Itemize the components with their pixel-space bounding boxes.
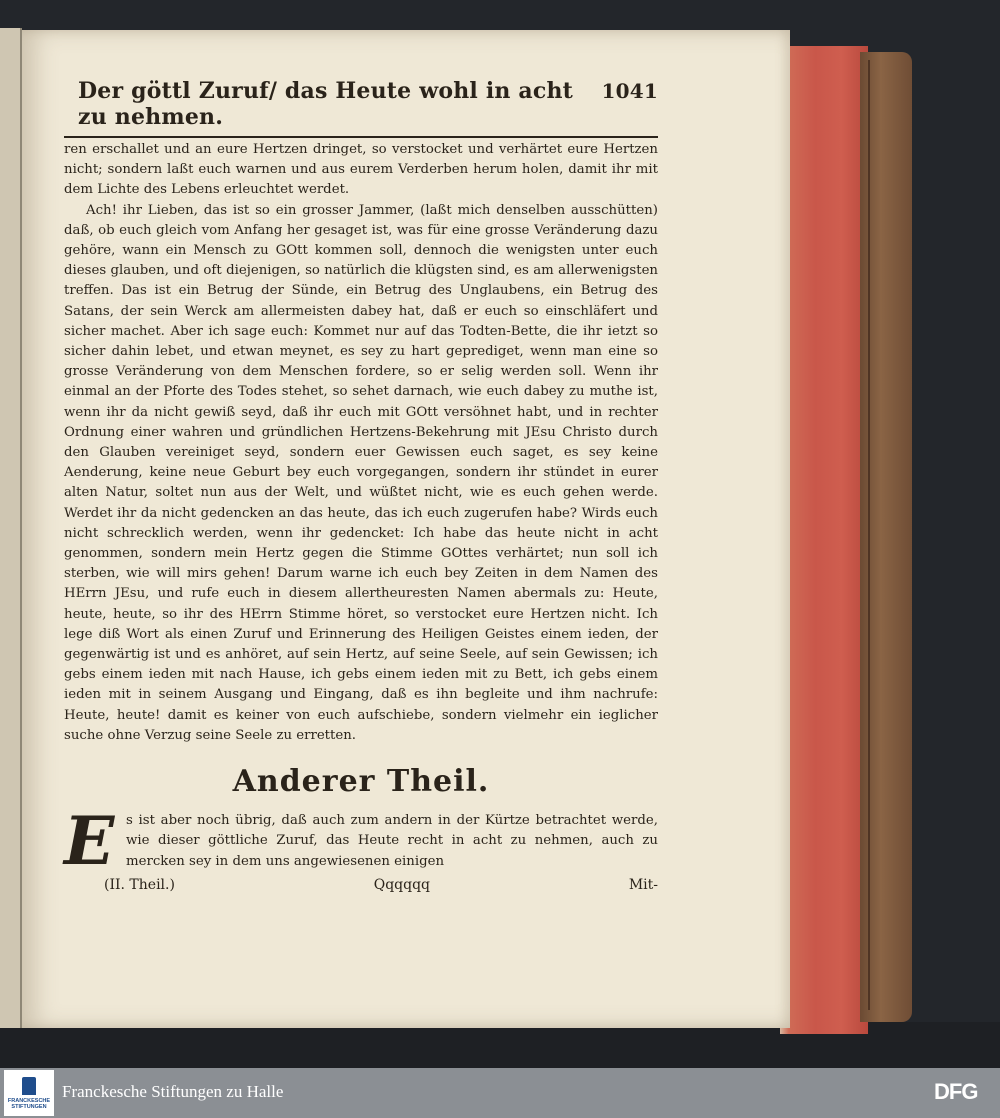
body-text [64, 140, 658, 746]
running-head-title: Der göttl Zuruf/ das Heute wohl in acht zu nehmen. [78, 78, 574, 130]
page-number: 1041 [601, 79, 658, 103]
section-heading: Anderer Theil. [232, 764, 490, 800]
catchword: Mit- [628, 877, 658, 894]
signature-mark: Qqqqqq [373, 877, 431, 894]
running-head [64, 78, 658, 138]
page-footer-line [64, 877, 658, 893]
dfg-logo[interactable]: DFG [934, 1079, 978, 1104]
facing-page-edge [0, 28, 22, 1028]
section-opening [64, 802, 658, 881]
page-text-block [64, 78, 658, 893]
paragraph: ren erschallet und an eure Hertzen dringet, so verstocket und verhärtet eure Hertzen nicht; sondern laßt euch warnen und aus eurem Verderben herum holen, damit ihr mit dem Lichte des Lebens erleuchtet werdet. [64, 142, 658, 198]
part-marker: (II. Theil.) [104, 877, 175, 894]
institution-name[interactable]: Franckesche Stiftungen zu Halle [62, 1082, 284, 1101]
building-icon [22, 1077, 36, 1095]
paragraph: Ach! ihr Lieben, das ist so ein grosser Jammer, (laßt mich denselben ausschütten) daß, ob euch gleich vom Anfang her gesaget ist, was für eine grosse Veränderung dazu gehöre, wann ein Mensch zu GOtt kommen soll, dennoch die wenigsten unter euch dieses glauben, und oft diejenigen, so natürlich die klügsten sind, es am allerwenigsten treffen. Das ist ein Betrug der Sünde, ein Betrug des Unglaubens, ein Betrug des Satans, der sein Werck am allermeisten dabey hat, daß er euch so einschläfert und sicher machet. Aber ich sage euch: Kommet nur auf das Todten-Bette, die ihr ietzt so sicher dahin lebet, und etwan meynet, es sey zu hart geprediget, wenn man eine so grosse Veränderung von dem Menschen fordere, so er selig werden soll. Wenn ihr einmal an der Pforte des Todes stehet, so sehet darnach, wie euch dabey zu muthe ist, wenn ihr da nicht gewiß seyd, daß ihr euch mit GOtt versöhnet habt, und in rechter Ordnung einer wahren und gründlichen Hertzens-Bekehrung mit JEsu Christo durch den Glauben vereiniget seyd, sondern euer Gewissen euch saget, es sey keine Aenderung, keine neue Geburt bey euch vorgegangen, sondern ihr stündet in eurer alten Natur, soltet nun aus der Welt, und wüßtet nicht, wie es euch gehen werde. Werdet ihr da nicht gedencken an das heute, das ich euch zugerufen habe? Wirds euch nicht schrecklich werden, wenn ihr gedencket: Ich habe das heute nicht in acht genommen, sondern mein Hertz gegen die Stimme GOttes verhärtet; nun soll ich sterben, wie will mirs gehen! Darum warne ich euch bey Zeiten in dem Namen des HErrn JEsu, und rufe euch in diesem allertheuresten Namen abermals zu: Heute, heute, heute, so ihr des HErrn Stimme höret, so verstocket eure Hertzen nicht. Ich lege diß Wort als einen Zuruf und Erinnerung des Heiligen Geistes einem ieden, der gegenwärtig ist und es anhöret, auf sein Hertz, auf seine Seele, auf sein Gewissen; ich gebs einem ieden mit nach Hause, ich gebs einem ieden mit zu Bett, ich gebs einem ieden mit in seinem Ausgang und Eingang, daß es ihn begleite und ihm nachrufe: Heute, heute! damit es keiner von euch aufschiebe, sondern vielmehr ein ieglicher suche ohne Verzug seine Seele zu erretten. [64, 202, 658, 743]
drop-cap: E [64, 802, 115, 881]
logo-text: FRANCKESCHE STIFTUNGEN [7, 1097, 51, 1110]
cover-crease [868, 60, 870, 1010]
franckesche-logo[interactable] [4, 1070, 54, 1116]
section-text: s ist aber noch übrig, daß auch zum andern in der Kürtze betrachtet werde, wie dieser göttliche Zuruf, das Heute recht in acht zu nehmen, auch zu mercken sey in dem uns angewiesenen einigen [126, 813, 658, 869]
book-fore-edge [780, 46, 868, 1034]
